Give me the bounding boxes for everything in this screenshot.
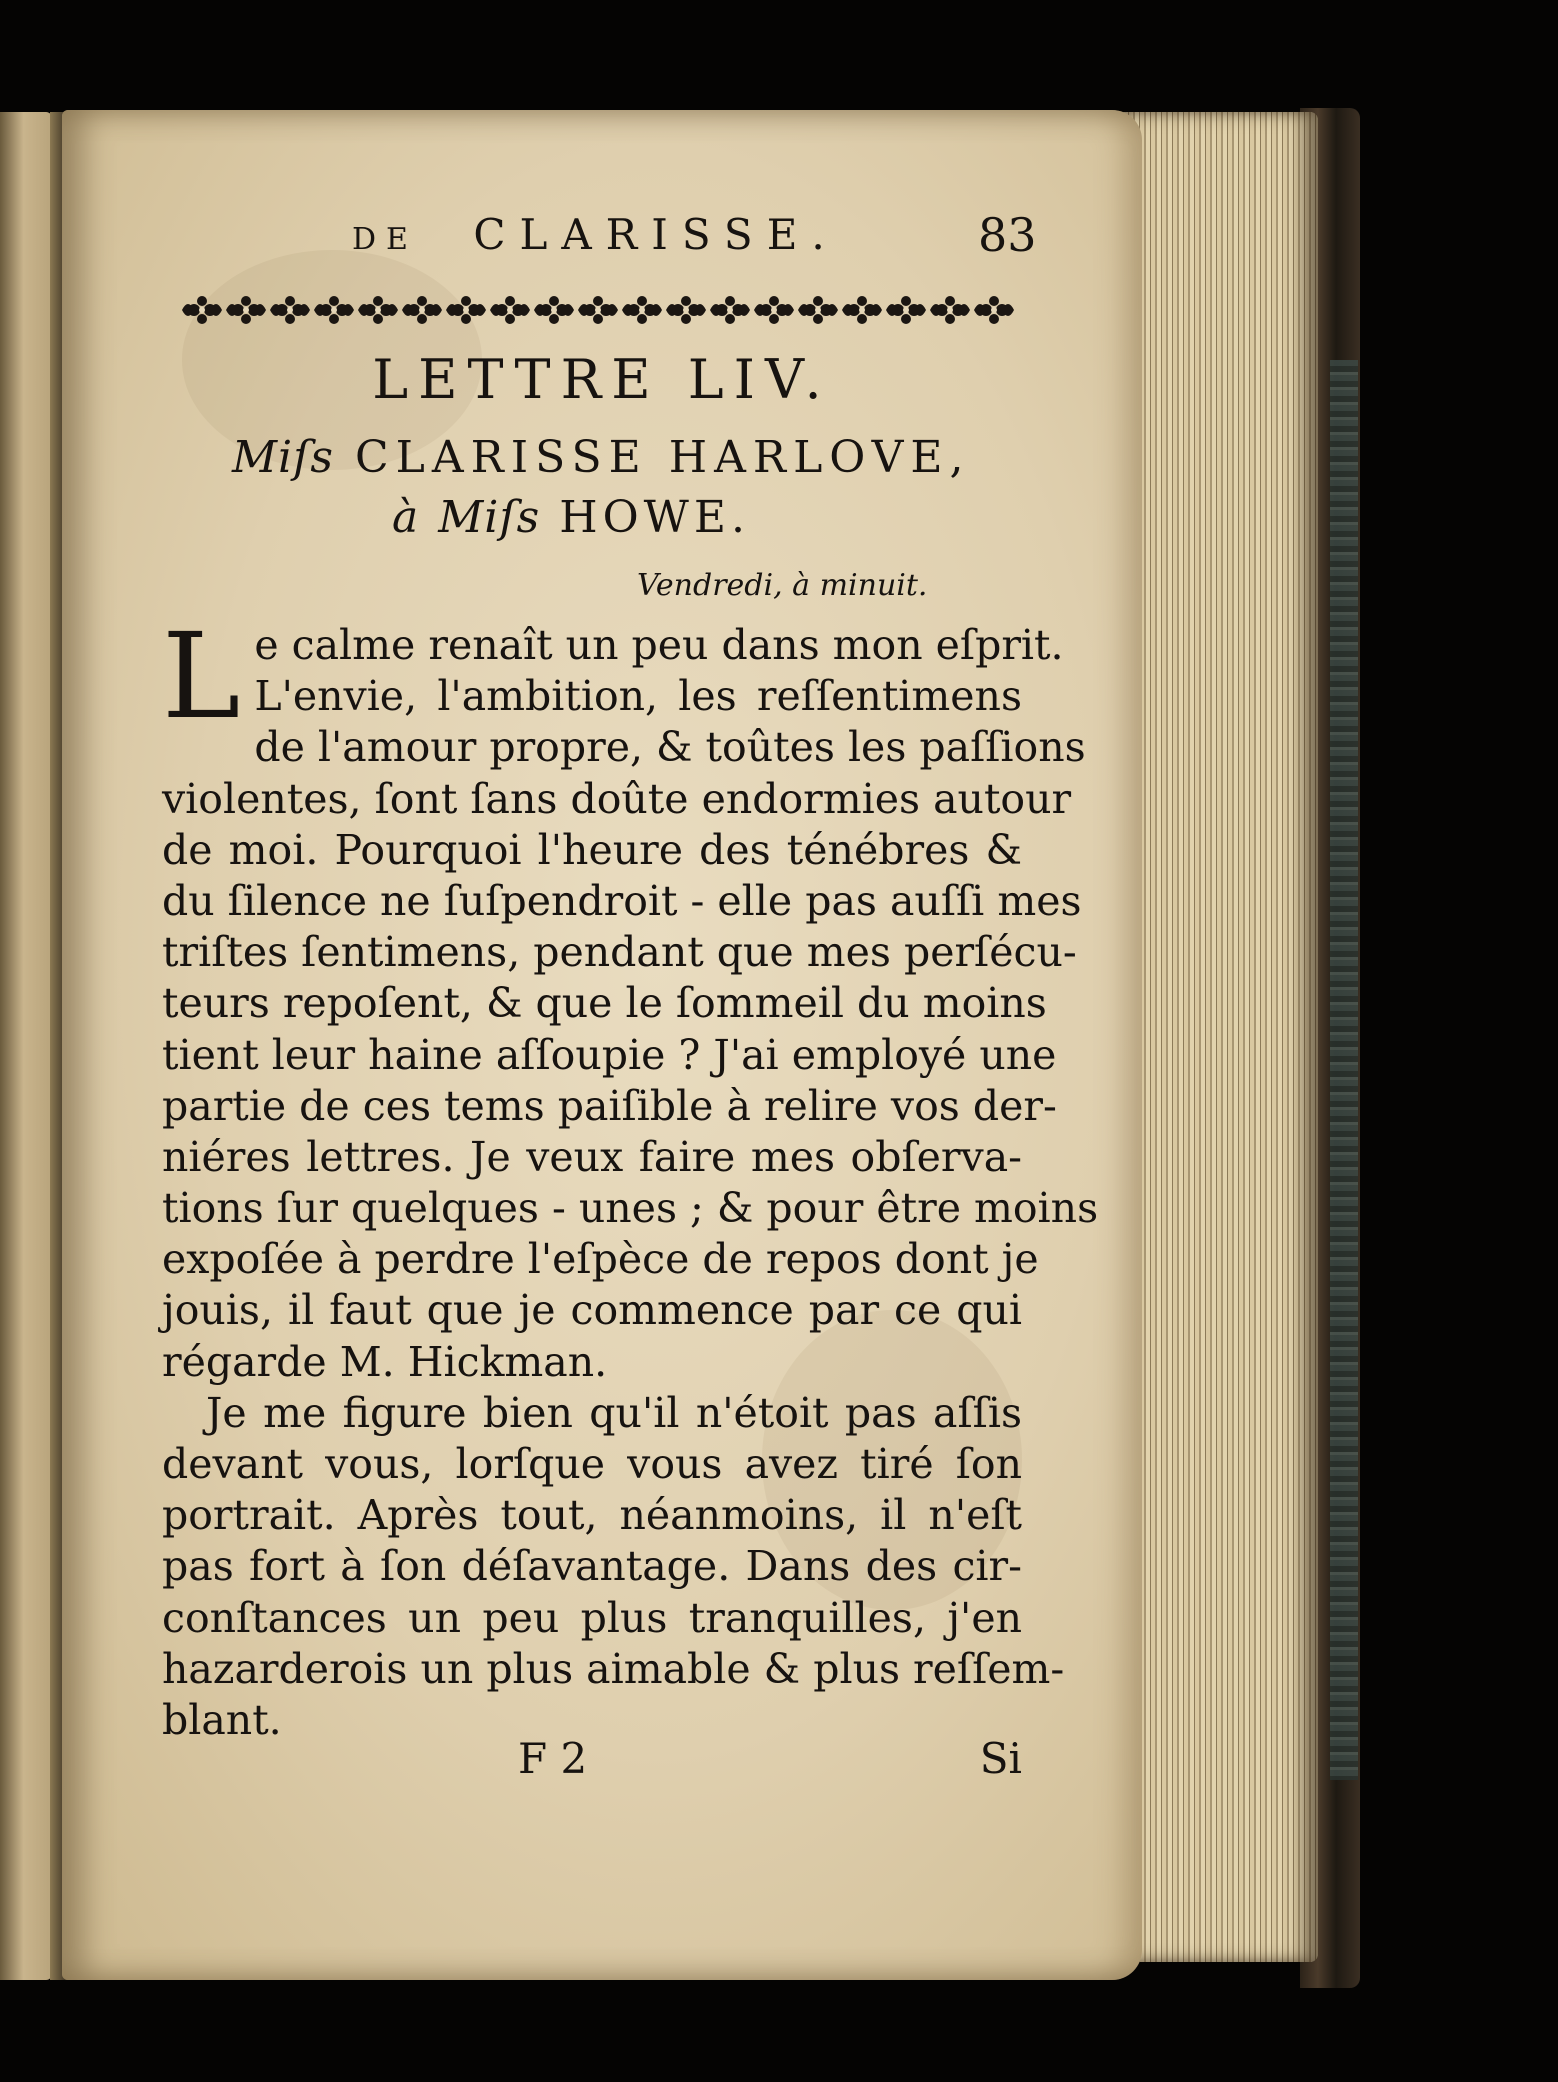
body-line: blant.	[162, 1695, 282, 1744]
body-line: conſtances un peu plus tranquilles, j'en	[162, 1593, 1022, 1642]
previous-page-edge	[0, 112, 52, 1980]
body-line: Je me figure bien qu'il n'étoit pas aſſis	[206, 1388, 1022, 1437]
body-line: de l'amour propre, & toûtes les paſſions	[254, 723, 1086, 772]
book-page	[62, 110, 1142, 1980]
letter-heading: LETTRE LIV.	[372, 348, 832, 411]
body-line: L'envie, l'ambition, les reſſentimens	[254, 672, 1022, 721]
running-head	[352, 210, 1042, 259]
body-line: teurs repoſent, & que le ſommeil du moins	[162, 979, 1047, 1028]
body-line: tions ſur quelques - unes ; & pour être moins	[162, 1184, 1099, 1233]
page-footer	[162, 1734, 1022, 1794]
dateline: Vendredi, à minuit.	[637, 568, 928, 603]
catchword: Si	[979, 1734, 1022, 1783]
page-number: 83	[978, 208, 1037, 262]
body-line: partie de ces tems paiſible à relire vos der-	[162, 1081, 1057, 1130]
body-line: e calme renaît un peu dans mon eſprit.	[254, 621, 1064, 669]
letter-body	[162, 607, 1099, 1746]
body-line: de moi. Pourquoi l'heure des ténébres &	[162, 825, 1022, 874]
signature-mark: F 2	[518, 1734, 588, 1783]
letter-sender	[232, 432, 992, 483]
body-line: niéres lettres. Je veux faire mes obſerva-	[162, 1132, 1022, 1181]
marbled-cover-edge	[1330, 360, 1358, 1780]
sender-prefix: Miſs	[232, 432, 334, 483]
letter-recipient	[392, 492, 992, 543]
body-line: pas fort à ſon déſavantage. Dans des cir-	[162, 1542, 1022, 1591]
body-line: tient leur haine aſſoupie ? J'ai employé une	[162, 1030, 1057, 1079]
running-head-prefix: DE	[352, 222, 418, 257]
recipient-title: Miſs	[438, 492, 541, 543]
recipient-name: HOWE.	[559, 492, 751, 543]
body-line: régarde M. Hickman.	[162, 1337, 608, 1386]
ornament-band	[180, 288, 1034, 332]
body-line: hazarderois un plus aimable & plus reſſem-	[162, 1644, 1065, 1693]
body-line: devant vous, lorſque vous avez tiré ſon	[162, 1440, 1022, 1488]
body-line: triſtes ſentimens, pendant que mes perſécu-	[162, 928, 1077, 977]
body-line: jouis, il faut que je commence par ce qui	[162, 1286, 1022, 1335]
body-line: portrait. Après tout, néanmoins, il n'eſt	[162, 1491, 1022, 1540]
page-edges	[1118, 112, 1318, 1962]
body-line: violentes, ſont ſans doûte endormies autour	[162, 774, 1072, 823]
recipient-prefix: à	[392, 492, 420, 543]
body-line: du ſilence ne ſuſpendroit - elle pas auſſi mes	[162, 876, 1082, 925]
sender-name: CLARISSE HARLOVE,	[355, 432, 971, 483]
running-head-title: CLARISSE.	[473, 210, 839, 259]
body-line: expoſée à perdre l'eſpèce de repos dont je	[162, 1235, 1039, 1284]
drop-cap: L	[162, 607, 241, 745]
